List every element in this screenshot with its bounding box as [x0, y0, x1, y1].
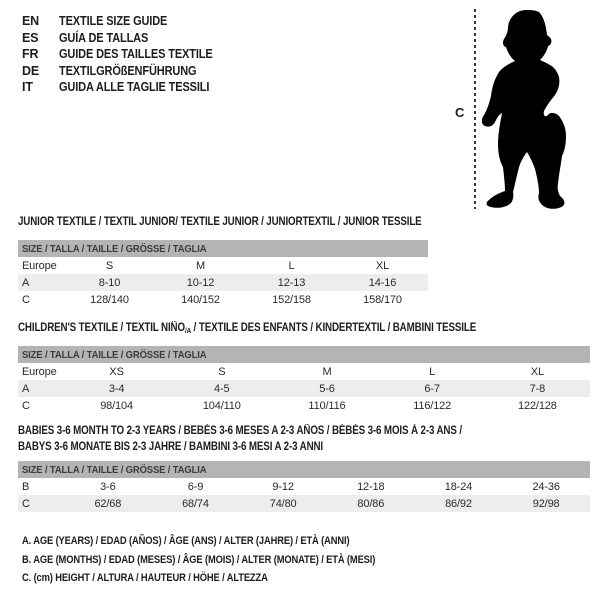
language-code: FR — [22, 47, 39, 62]
table-cell: 116/122 — [413, 399, 452, 412]
language-code: IT — [22, 80, 33, 95]
table-cell: L — [429, 365, 436, 378]
table-cell: 7-8 — [529, 382, 546, 395]
language-row-en — [22, 13, 234, 30]
children-table-title: CHILDREN'S TEXTILE / TEXTIL NIÑO/A / TEXTILE DES ENFANTS / KINDERTEXTIL / BAMBINI TESSILE — [18, 322, 477, 335]
table-cell: 122/128 — [518, 399, 557, 412]
table-cell: 12-18 — [357, 480, 385, 493]
height-measure-label: C — [455, 105, 465, 120]
table-row — [18, 380, 590, 397]
table-cell: 98/104 — [100, 399, 133, 412]
language-title-block — [22, 13, 234, 96]
table-cell: 158/170 — [363, 293, 402, 306]
table-cell: 4-5 — [214, 382, 230, 395]
table-cell: L — [288, 259, 295, 272]
nino-a-subscript: /A — [184, 326, 192, 335]
row-label: C — [22, 293, 30, 306]
table-cell: 152/158 — [272, 293, 311, 306]
table-cell: M — [195, 259, 205, 272]
size-header-row: SIZE / TALLA / TAILLE / GRÖSSE / TAGLIA — [18, 346, 590, 363]
table-cell: 68/74 — [182, 497, 209, 510]
table-cell: 18-24 — [444, 480, 473, 493]
table-cell: 110/116 — [308, 399, 346, 412]
table-cell: 12-13 — [277, 276, 306, 289]
table-row — [18, 363, 590, 380]
table-cell: 9-12 — [272, 480, 294, 493]
language-code: EN — [22, 14, 40, 28]
babies-table-title: BABIES 3-6 MONTH TO 2-3 YEARS / BEBÉS 3-6 MESES A 2-3 AÑOS / BÉBÉS 3-6 MOIS À 2-3 ANS / BABYS 3-6 MONATE BIS 2-3 JAHRE / BAMBINI 3-6 MESI A 2-3 ANNI — [18, 425, 462, 453]
table-row — [18, 495, 590, 512]
table-cell: 92/98 — [532, 497, 560, 510]
row-label: A — [22, 276, 30, 289]
junior-table-title: JUNIOR TEXTILE / TEXTIL JUNIOR/ TEXTILE JUNIOR / JUNIORTEXTIL / JUNIOR TESSILE — [18, 216, 422, 228]
size-header-row: SIZE / TALLA / TAILLE / GRÖSSE / TAGLIA — [18, 240, 428, 257]
junior-size-table — [18, 240, 428, 308]
row-label: C — [22, 497, 30, 510]
language-label: GUIDE DES TAILLES TEXTILE — [59, 47, 213, 62]
language-code: DE — [22, 63, 40, 78]
legend-line-b: B. AGE (MONTHS) / EDAD (MESES) / ÂGE (MOIS) / ALTER (MONATE) / ETÀ (MESI) — [22, 553, 376, 566]
legend-notes — [22, 532, 438, 588]
row-label: A — [22, 382, 30, 395]
table-cell: 74/80 — [269, 497, 297, 510]
language-row-de — [22, 63, 234, 80]
row-label: Europe — [22, 259, 57, 272]
language-label: GUIDA ALLE TAGLIE TESSILI — [59, 80, 210, 95]
table-cell: 140/152 — [181, 293, 220, 306]
babies-size-table — [18, 461, 590, 512]
table-cell: 6-9 — [187, 480, 204, 493]
table-row — [18, 291, 428, 308]
table-cell: S — [105, 259, 114, 272]
table-cell: 3-6 — [100, 480, 116, 493]
table-cell: 104/110 — [202, 399, 241, 412]
table-cell: 62/68 — [94, 497, 122, 510]
table-cell: XL — [530, 365, 544, 378]
language-row-fr — [22, 46, 234, 63]
table-cell: 14-16 — [368, 276, 397, 289]
language-row-it — [22, 79, 234, 96]
table-cell: M — [322, 365, 332, 378]
table-row — [18, 397, 590, 414]
row-label: Europe — [22, 365, 57, 378]
language-label: TEXTILE SIZE GUIDE — [59, 14, 168, 28]
table-row — [18, 478, 590, 495]
table-cell: 128/140 — [90, 293, 129, 306]
table-cell: XL — [375, 259, 390, 272]
size-header-row: SIZE / TALLA / TAILLE / GRÖSSE / TAGLIA — [18, 461, 590, 478]
height-dashed-line — [474, 9, 476, 209]
table-cell: 10-12 — [186, 276, 215, 289]
table-cell: S — [218, 365, 226, 378]
row-label: B — [22, 480, 30, 493]
children-size-table — [18, 346, 590, 414]
language-label: GUÍA DE TALLAS — [59, 30, 149, 45]
row-label: C — [22, 399, 30, 412]
table-row — [18, 274, 428, 291]
table-cell: 80/86 — [357, 497, 385, 510]
language-code: ES — [22, 30, 39, 45]
table-cell: 3-4 — [108, 382, 125, 395]
table-cell: 24-36 — [532, 480, 560, 493]
legend-line-c: C. (cm) HEIGHT / ALTURA / HAUTEUR / HÖHE / ALTEZZA — [22, 572, 268, 584]
language-row-es — [22, 30, 234, 47]
table-cell: 86/92 — [445, 497, 472, 510]
legend-line-a: A. AGE (YEARS) / EDAD (AÑOS) / ÂGE (ANS) / ALTER (JAHRE) / ETÀ (ANNI) — [22, 535, 350, 547]
table-cell: 5-6 — [319, 382, 335, 395]
baby-silhouette-icon — [480, 8, 590, 212]
table-cell: XS — [109, 365, 124, 378]
table-cell: 8-10 — [98, 276, 121, 289]
table-cell: 6-7 — [424, 382, 440, 395]
table-row — [18, 257, 428, 274]
language-label: TEXTILGRÖßENFÜHRUNG — [59, 63, 197, 78]
